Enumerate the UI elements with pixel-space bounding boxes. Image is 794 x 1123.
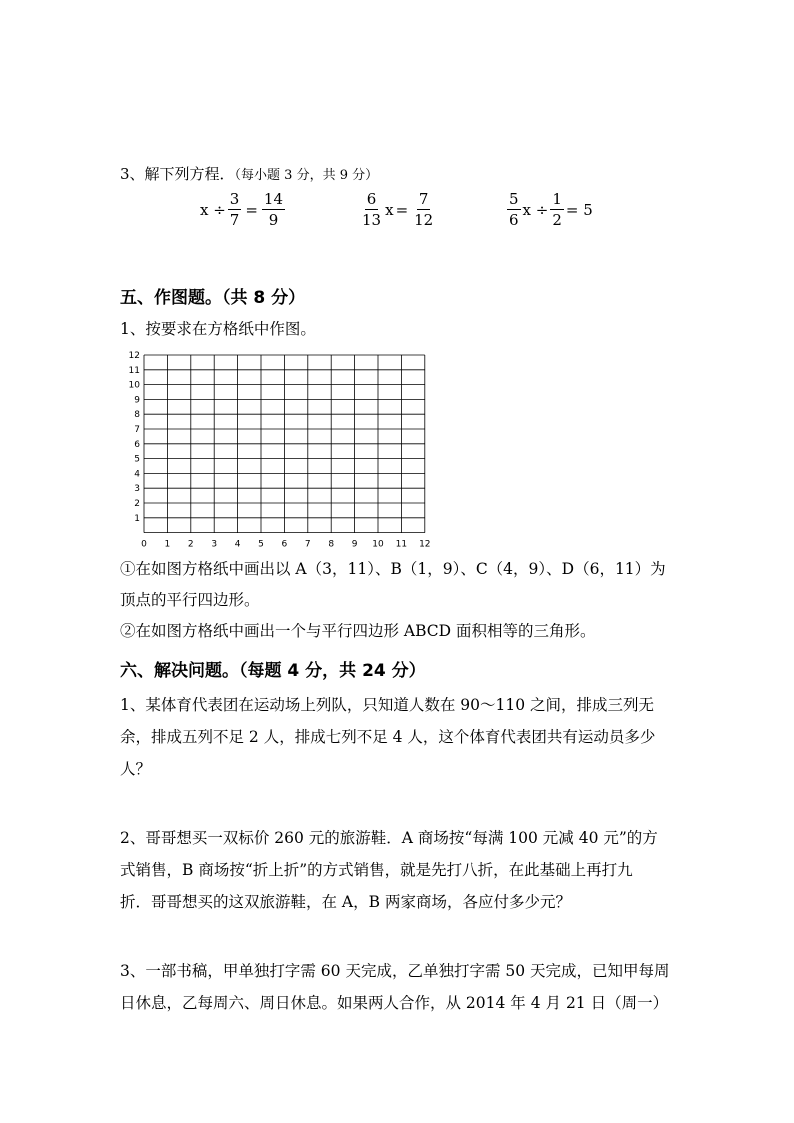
equation-2 [358, 190, 437, 229]
problem3-line1: 3、一部书稿，甲单独打字需 60 天完成，乙单独打字需 50 天完成，已知甲每周 [120, 962, 670, 980]
x-axis-label: 6 [281, 539, 288, 549]
problem2-line3: 折．哥哥想买的这双旅游鞋，在 A，B 两家商场，各应付多少元？ [120, 893, 571, 911]
equation-3 [505, 190, 593, 229]
y-axis-label: 3 [134, 484, 140, 495]
task1-line1: ①在如图方格纸中画出以 A（3，11）、B（1，9）、C（4，9）、D（6，11）为 [120, 560, 666, 578]
eq1-equals: = [245, 200, 258, 219]
x-axis-label: 7 [304, 539, 311, 549]
y-axis-label: 8 [134, 410, 140, 421]
y-axis-label: 5 [134, 454, 140, 465]
task2: ②在如图方格纸中画出一个与平行四边形 ABCD 面积相等的三角形。 [120, 622, 596, 640]
section5-q1: 1、按要求在方格纸中作图。 [120, 320, 316, 338]
section6-heading: 六、解决问题。（每题 4 分，共 24 分） [120, 661, 426, 681]
problem1-line3: 人？ [120, 760, 152, 778]
y-axis-label: 7 [134, 425, 140, 435]
eq1-lhs: x ÷ [200, 200, 226, 219]
eq2-var: x [385, 200, 394, 219]
q3-note: （每小题 3 分，共 9 分） [234, 168, 379, 183]
eq1-fraction: $\frac{3}{7}$ [229, 190, 240, 229]
grid-paper [122, 349, 442, 549]
section5-heading: 五、作图题。（共 8 分） [120, 288, 306, 308]
eq3-rhs: = 5 [565, 200, 593, 219]
y-axis-label: 12 [128, 351, 140, 361]
y-axis-label: 10 [128, 380, 140, 391]
x-axis-label: 9 [351, 539, 358, 549]
x-axis-label: 10 [372, 539, 384, 549]
y-axis-label: 6 [134, 439, 140, 450]
x-axis-label: 2 [187, 539, 194, 549]
eq2-fraction: $\frac{6}{13}$ [362, 190, 382, 229]
eq2-equals: = [395, 200, 409, 219]
problem1-line2: 余，排成五列不足 2 人，排成七列不足 4 人，这个体育代表团共有运动员多少 [120, 728, 656, 746]
y-axis-label: 9 [134, 395, 140, 406]
x-axis-label: 4 [234, 539, 241, 549]
eq3-mid: x ÷ [522, 200, 549, 219]
task1-line2: 顶点的平行四边形。 [120, 591, 260, 609]
x-axis-label: 12 [419, 539, 431, 549]
x-axis-label: 1 [164, 539, 171, 549]
x-axis-label: 5 [258, 539, 264, 549]
q3-title-line [120, 163, 378, 184]
q3-title: 3、解下列方程． [120, 165, 235, 183]
eq2-rhs-fraction: $\frac{7}{12}$ [414, 190, 434, 229]
x-axis-label: 3 [211, 539, 218, 549]
y-axis-label: 11 [128, 365, 140, 376]
problem1-line1: 1、某体育代表团在运动场上列队，只知道人数在 90～110 之间，排成三列无 [120, 696, 655, 714]
y-axis-label: 4 [134, 469, 140, 480]
x-axis-label: 0 [141, 539, 147, 549]
problem3-line2: 日休息，乙每周六、周日休息。如果两人合作，从 2014 年 4 月 21 日（周一） [120, 994, 669, 1012]
x-axis-label: 11 [395, 539, 408, 549]
eq3-fraction-2: $\frac{1}{2}$ [552, 190, 562, 229]
problem2-line1: 2、哥哥想买一双标价 260 元的旅游鞋．A 商场按“每满 100 元减 40 元”的方 [120, 829, 658, 847]
equation-1 [200, 190, 287, 229]
eq1-rhs-fraction: $\frac{14}{9}$ [263, 190, 284, 229]
x-axis-label: 8 [328, 539, 335, 549]
eq3-fraction: $\frac{5}{6}$ [509, 190, 519, 229]
y-axis-label: 2 [134, 499, 140, 509]
problem2-line2: 式销售，B 商场按“折上折”的方式销售，就是先打八折，在此基础上再打九 [120, 861, 633, 879]
y-axis-label: 1 [134, 513, 140, 524]
grid-svg [122, 349, 442, 549]
